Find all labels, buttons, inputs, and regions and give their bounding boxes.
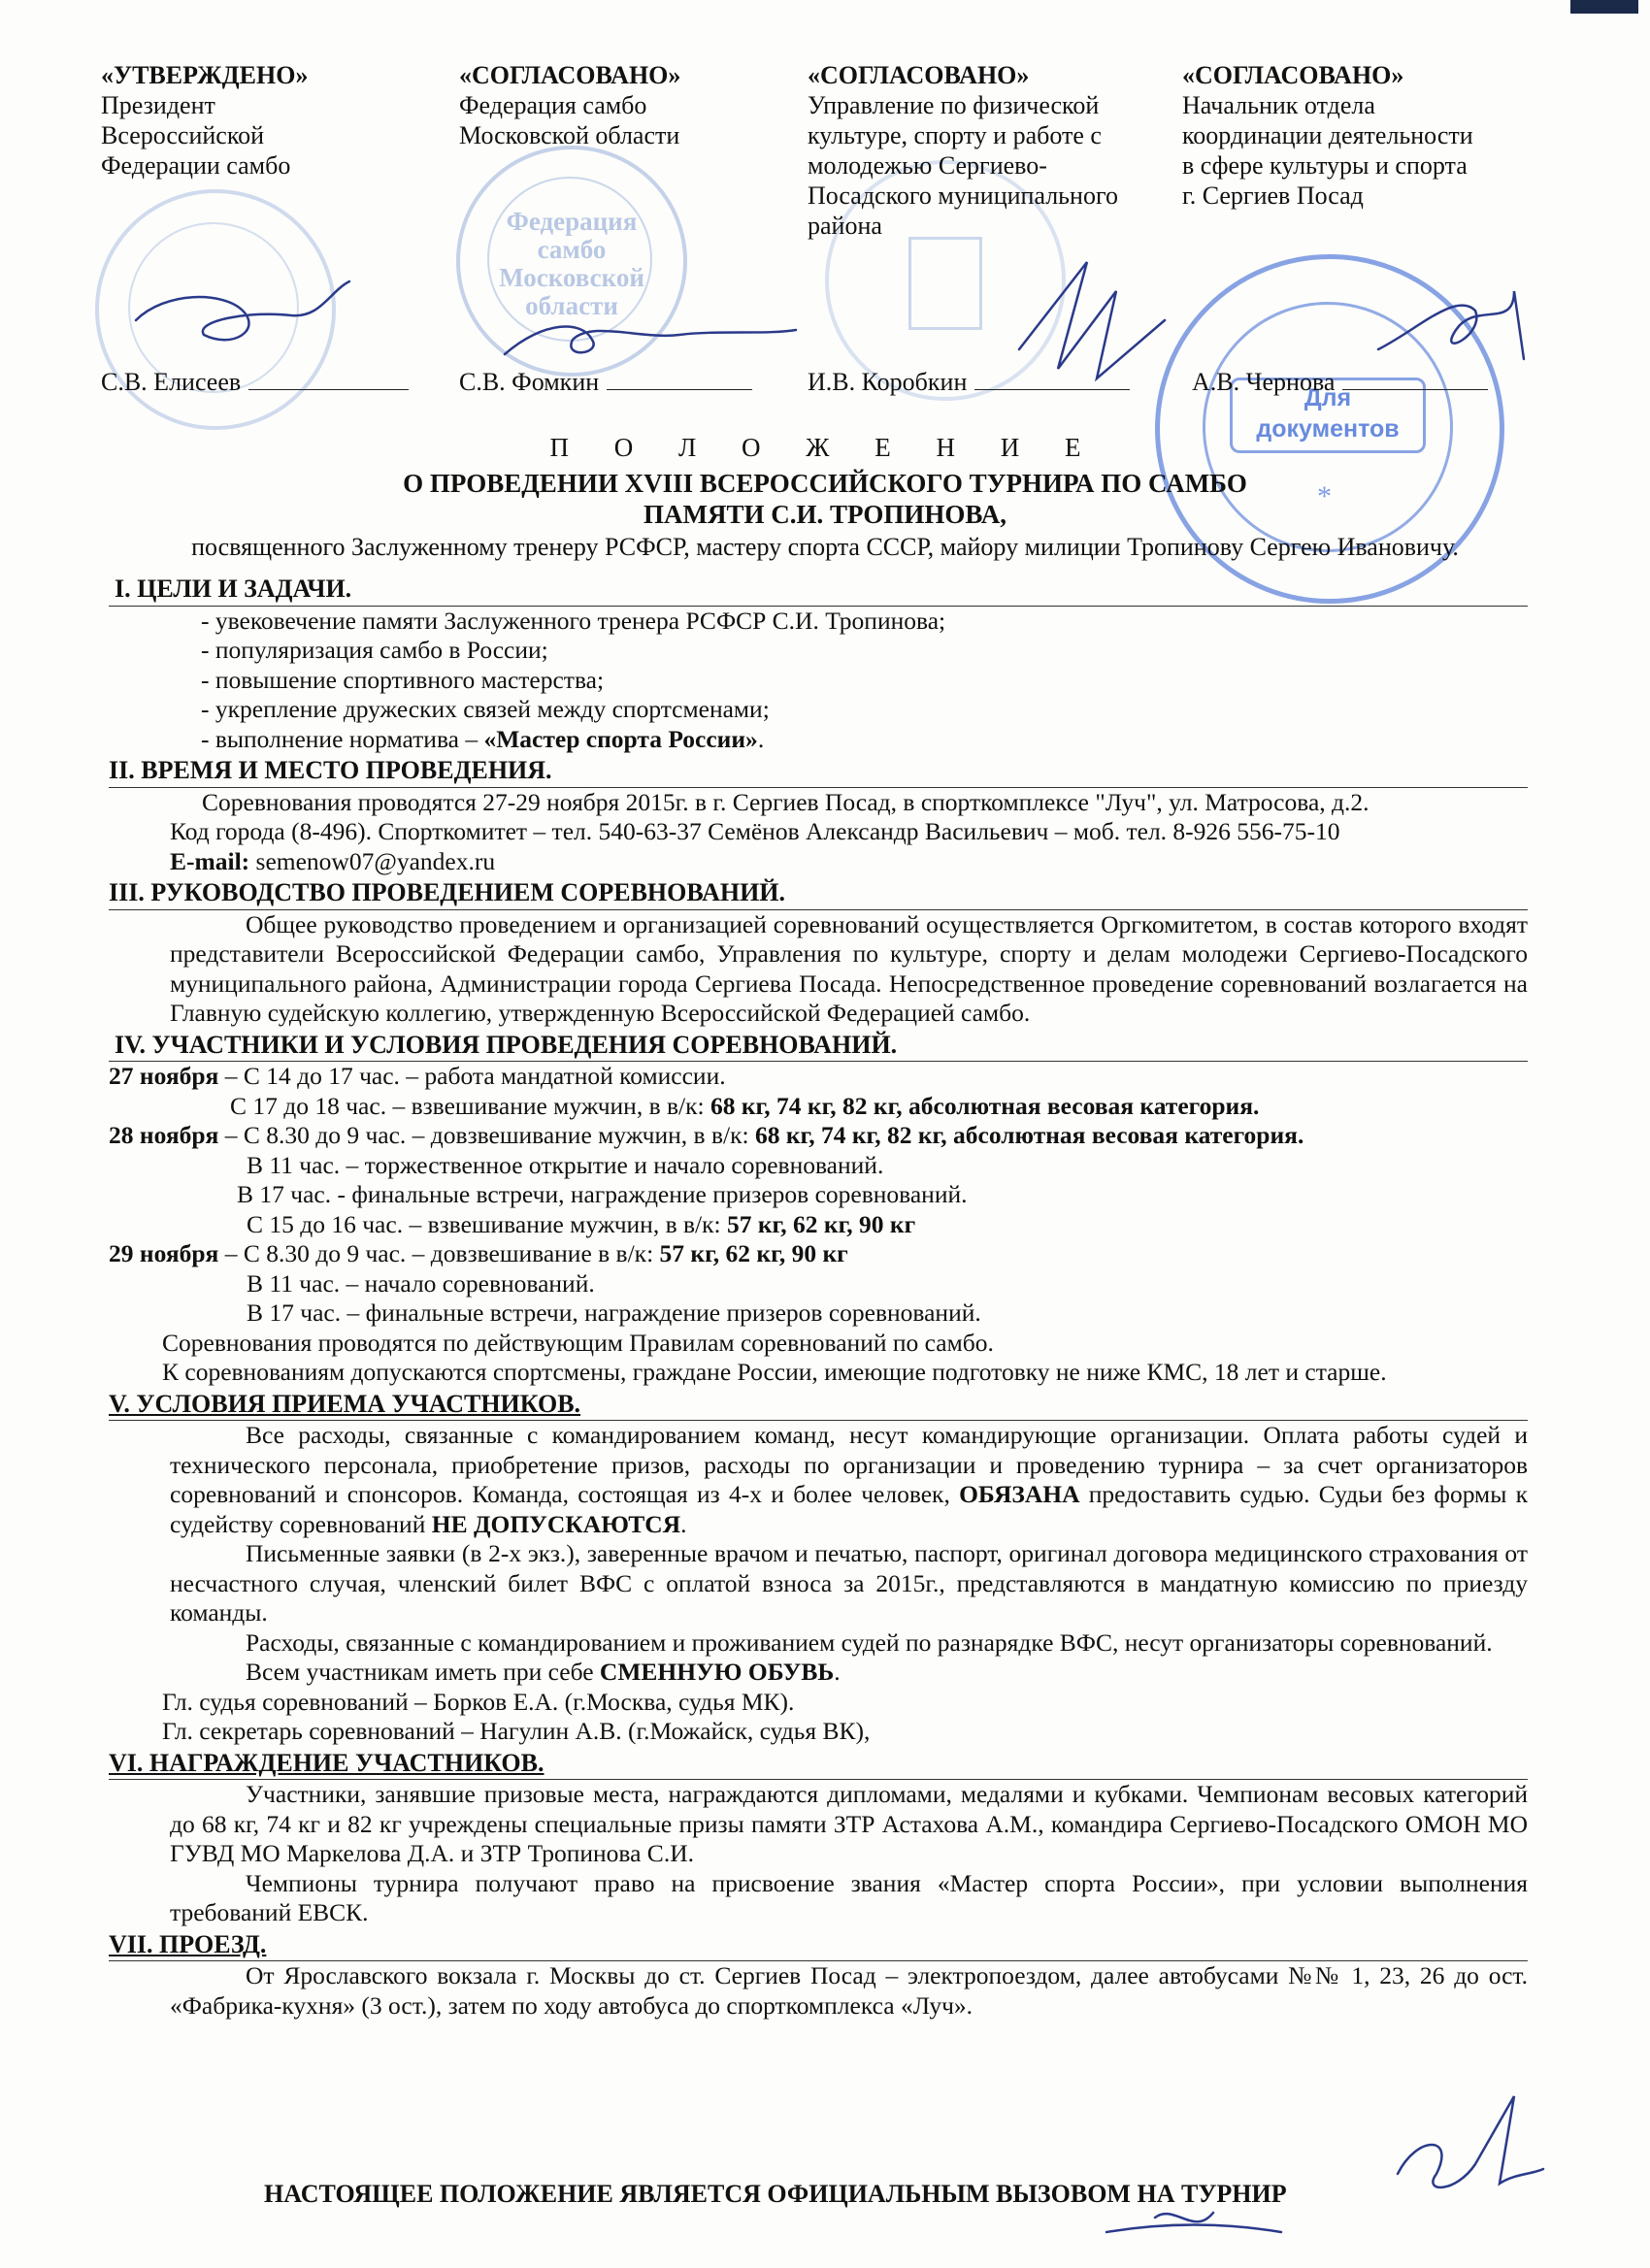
- email-link[interactable]: semenow07@yandex.ru: [249, 846, 496, 875]
- approval-head: «СОГЛАСОВАНО»: [459, 61, 681, 89]
- paragraph: К соревнованиям допускаются спортсмены, граждане России, имеющие подготовку не ниже КМС, 18 лет и старше.: [162, 1358, 1387, 1386]
- approval-head: «УТВЕРЖДЕНО»: [101, 61, 309, 89]
- approval-line: культуре, спорту и работе с: [808, 121, 1102, 149]
- list-item: - популяризация самбо в России;: [201, 636, 548, 664]
- text: – С 14 до 17 час. – работа мандатной комиссии.: [218, 1062, 726, 1090]
- text-bold: ОБЯЗАНА: [959, 1480, 1080, 1508]
- schedule-line: В 17 час. - финальные встречи, награждение призеров соревнований.: [237, 1180, 968, 1208]
- text-bold: 68 кг, 74 кг, 82 кг, абсолютная весовая категория.: [754, 1121, 1304, 1149]
- section-title: [109, 1930, 1528, 1962]
- stamp-text: самбо: [537, 235, 607, 264]
- approval-line: района: [808, 212, 882, 240]
- signature-eliseev: [136, 281, 349, 340]
- section-title: IV. УЧАСТНИКИ И УСЛОВИЯ ПРОВЕДЕНИЯ СОРЕВНОВАНИЙ.: [109, 1031, 1528, 1063]
- paragraph: Письменные заявки (в 2-х экз.), заверенные врачом и печатью, паспорт, оригинал договора медицинского страхования от несчастного случая, членский билет ВФС с оплатой взноса за 2015г., представляются в мандатную комиссию по приезду команды.: [170, 1539, 1528, 1627]
- text: .: [680, 1509, 687, 1538]
- signature-footer-scribble: [1106, 2213, 1281, 2232]
- title-line1: О ПРОВЕДЕНИИ XVIII ВСЕРОССИЙСКОГО ТУРНИРА ПО САМБО: [403, 469, 1247, 498]
- approval-line: Президент: [101, 91, 215, 119]
- schedule-line: В 17 час. – финальные встречи, награждение призеров соревнований.: [247, 1298, 981, 1327]
- paragraph: Соревнования проводятся по действующим Правилам соревнований по самбо.: [162, 1328, 994, 1357]
- document-body: [109, 573, 1528, 2021]
- schedule-line: [109, 1239, 1528, 1269]
- list-item: - укрепление дружеских связей между спортсменами;: [201, 695, 770, 723]
- signature-chernova: [1378, 291, 1524, 359]
- schedule-line: В 11 час. – начало соревнований.: [247, 1268, 595, 1298]
- approval-head: «СОГЛАСОВАНО»: [808, 61, 1030, 89]
- approval-line: Посадского муниципального: [808, 181, 1118, 210]
- list-item: - повышение спортивного мастерства;: [201, 665, 605, 694]
- text: С 15 до 16 час. – взвешивание мужчин, в в/к:: [247, 1209, 727, 1238]
- approval-line: Федерации самбо: [101, 151, 291, 180]
- approval-line: Начальник отдела: [1182, 91, 1375, 119]
- text: - выполнение норматива –: [201, 724, 484, 753]
- text: предоставить судью. Судьи без формы к судейству соревнований: [170, 1480, 1528, 1538]
- section-title: II. ВРЕМЯ И МЕСТО ПРОВЕДЕНИЯ.: [109, 756, 1528, 788]
- schedule-line: [109, 1092, 1528, 1122]
- approval-line: Федерация самбо: [459, 91, 647, 119]
- schedule-line: [109, 1062, 1528, 1092]
- text: .: [834, 1658, 841, 1686]
- text-bold: СМЕННУЮ ОБУВЬ: [599, 1658, 835, 1686]
- paragraph: [109, 1421, 1528, 1539]
- signature-fomkin: [505, 326, 796, 354]
- schedule-date: 29 ноября: [109, 1239, 219, 1267]
- stamp-text: области: [525, 291, 618, 320]
- signer-name: С.В. Елисеев: [101, 368, 242, 396]
- section-title-text: VII. ПРОЕЗД.: [109, 1929, 267, 1958]
- schedule-line: [109, 1210, 1528, 1240]
- approval-line: молодежью Сергиево-: [808, 151, 1047, 180]
- paragraph: Участники, занявшие призовые места, награждаются дипломами, медалями и кубками. Чемпионам весовых категорий до 68 кг, 74 кг и 82 кг учреждены специальные призы памяти ЗТР Астахова А.М., командира Сергиево-Посадского ОМОН МО ГУВД МО Маркелова Д.А. и ЗТР Тропинова С.И.: [170, 1780, 1528, 1867]
- signer-name: С.В. Фомкин: [459, 368, 600, 396]
- list-item: [109, 725, 1528, 755]
- schedule-line: В 11 час. – торжественное открытие и начало соревнований.: [247, 1150, 884, 1179]
- approval-line: Управление по физической: [808, 91, 1100, 119]
- paragraph: Гл. секретарь соревнований – Нагулин А.В. (г.Можайск, судья ВК),: [162, 1717, 871, 1745]
- approval-line: координации деятельности: [1182, 121, 1473, 149]
- stamp-text: Московской: [499, 263, 644, 292]
- text: .: [757, 724, 765, 753]
- approval-line: г. Сергиев Посад: [1182, 181, 1364, 210]
- signature-korobkin: [1019, 262, 1165, 378]
- approval-line: в сфере культуры и спорта: [1182, 151, 1468, 180]
- text-bold: НЕ ДОПУСКАЮТСЯ: [431, 1509, 681, 1538]
- section-title: I. ЦЕЛИ И ЗАДАЧИ.: [109, 575, 1528, 607]
- approval-line: Всероссийской: [101, 121, 265, 149]
- document-title: [0, 431, 1650, 563]
- email-label: E-mail:: [170, 846, 250, 875]
- text-bold: 57 кг, 62 кг, 90 кг: [726, 1209, 916, 1238]
- schedule-line: [109, 1121, 1528, 1151]
- approval-head: «СОГЛАСОВАНО»: [1182, 61, 1404, 89]
- text: Всем участникам иметь при себе: [246, 1658, 600, 1686]
- section-title-text: VI. НАГРАЖДЕНИЕ УЧАСТНИКОВ.: [109, 1748, 544, 1777]
- schedule-date: 28 ноября: [109, 1121, 219, 1149]
- signer-name: А.В. Чернова: [1192, 368, 1336, 396]
- section-title: III. РУКОВОДСТВО ПРОВЕДЕНИЕМ СОРЕВНОВАНИЙ.: [109, 878, 1528, 910]
- signature-footer: [1398, 2096, 1543, 2187]
- paragraph: Соревнования проводятся 27-29 ноября 2015г. в г. Сергиев Посад, в спорткомплексе "Луч", ул. Матросова, д.2.: [202, 787, 1370, 816]
- list-item: - увековечение памяти Заслуженного тренера РСФСР С.И. Тропинова;: [201, 606, 946, 635]
- paragraph: Чемпионы турнира получают право на присвоение звания «Мастер спорта России», при условии выполнения требований ЕВСК.: [170, 1868, 1528, 1926]
- text: – С 8.30 до 9 час. – довзвешивание мужчин, в в/к:: [218, 1121, 755, 1149]
- paragraph: [109, 1658, 1528, 1688]
- section-title: [109, 1390, 1528, 1422]
- title-spaced: П О Л О Ж Е Н И Е: [549, 433, 1101, 462]
- stamp-text: Федерация: [506, 207, 638, 236]
- schedule-date: 27 ноября: [109, 1062, 219, 1090]
- text: Все расходы, связанные с командированием команд, несут командирующие организации. Оплата работы судей и технического персонала, приобретение призов, расходы по организации и проведению турнира – за счет организаторов соревнований и спонсоров. Команда, состоящая из 4-х и более человек,: [170, 1421, 1528, 1508]
- section-title-text: V. УСЛОВИЯ ПРИЕМА УЧАСТНИКОВ.: [109, 1389, 581, 1418]
- paragraph: От Ярославского вокзала г. Москвы до ст. Сергиев Посад – электропоездом, далее автобусами №№ 1, 23, 26 до ост. «Фабрика-кухня» (3 ост.), затем по ходу автобуса до спорткомплекса «Луч».: [170, 1961, 1528, 2020]
- text: С 17 до 18 час. – взвешивание мужчин, в в/к:: [230, 1091, 710, 1120]
- paragraph: Общее руководство проведением и организацией соревнований осуществляется Оргкомитетом, в состав которого входят представители Всероссийской Федерации самбо, Управления по культуре, спорту и делам молодежи Сергиево-Посадского муниципального района, Администрации города Сергиева Посада. Непосредственное проведение соревнований возлагается на Главную судейскую коллегию, утвержденную Всероссийской Федерацией самбо.: [170, 909, 1528, 1027]
- approval-line: Московской области: [459, 121, 680, 149]
- text-bold: «Мастер спорта России»: [483, 724, 758, 753]
- section-title: [109, 1749, 1528, 1781]
- seal-box-text: Для документов: [1256, 384, 1400, 443]
- city-seal: Для документов *: [1155, 254, 1504, 604]
- text-bold: 57 кг, 62 кг, 90 кг: [659, 1239, 848, 1267]
- text: – С 8.30 до 9 час. – довзвешивание в в/к:: [218, 1239, 660, 1267]
- footer-note: НАСТОЯЩЕЕ ПОЛОЖЕНИЕ ЯВЛЯЕТСЯ ОФИЦИАЛЬНЫМ ВЫЗОВОМ НА ТУРНИР: [264, 2180, 1287, 2208]
- text-bold: 68 кг, 74 кг, 82 кг, абсолютная весовая категория.: [710, 1091, 1260, 1120]
- title-line2: ПАМЯТИ С.И. ТРОПИНОВА,: [644, 500, 1006, 529]
- title-line3: посвященного Заслуженному тренеру РСФСР, мастеру спорта СССР, майору милиции Тропинову Сергею Ивановичу.: [191, 533, 1459, 561]
- email-line: [109, 847, 1528, 877]
- signer-name: И.В. Коробкин: [808, 368, 968, 396]
- paragraph: Код города (8-496). Спорткомитет – тел. 540-63-37 Семёнов Александр Васильевич – моб. тел. 8-926 556-75-10: [170, 817, 1340, 845]
- paragraph: Расходы, связанные с командированием и проживанием судей по разнарядке ВФС, несут организаторы соревнований.: [246, 1627, 1493, 1657]
- paragraph: Гл. судья соревнований – Борков Е.А. (г.Москва, судья МК).: [162, 1687, 795, 1716]
